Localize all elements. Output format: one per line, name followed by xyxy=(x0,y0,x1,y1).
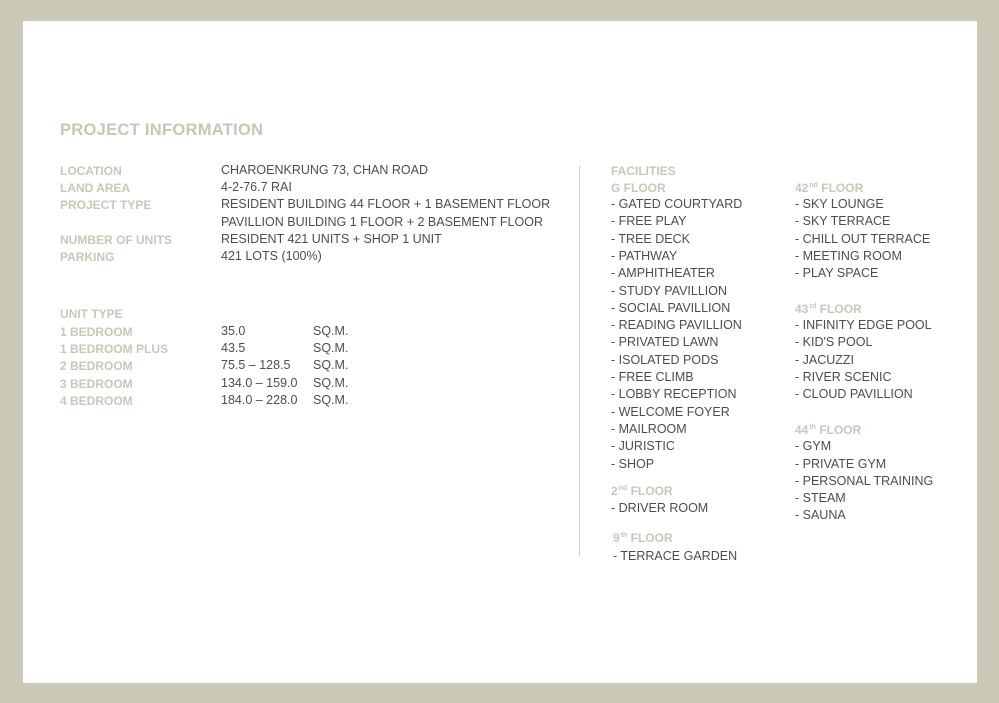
floor-word: FLOOR xyxy=(630,531,673,545)
floor-number: 9 xyxy=(613,531,620,545)
units-value: RESIDENT 421 UNITS + SHOP 1 UNIT xyxy=(221,232,442,246)
facility-item: - INFINITY EDGE POOL xyxy=(795,318,932,332)
floor-ordinal: th xyxy=(620,532,628,539)
facilities-header: FACILITIES xyxy=(611,164,676,178)
column-divider xyxy=(579,166,580,556)
units-label: NUMBER OF UNITS xyxy=(60,233,172,247)
floor-ordinal: nd xyxy=(809,182,818,189)
parking-value: 421 LOTS (100%) xyxy=(221,249,322,263)
facility-item: - TERRACE GARDEN xyxy=(613,549,738,563)
facility-item: - TREE DECK xyxy=(611,232,690,246)
g-floor-header: G FLOOR xyxy=(611,181,666,195)
floor-ordinal: nd xyxy=(618,485,628,492)
facility-item: - CLOUD PAVILLION xyxy=(795,387,913,401)
facility-item: - PLAY SPACE xyxy=(795,266,879,280)
facility-item: - MEETING ROOM xyxy=(795,249,902,263)
location-value: CHAROENKRUNG 73, CHAN ROAD xyxy=(221,163,428,177)
floor-42-header xyxy=(795,181,863,195)
facility-item: - JURISTIC xyxy=(611,439,675,453)
unit-row-size: 184.0 – 228.0 xyxy=(221,393,298,407)
unit-row-name: 4 BEDROOM xyxy=(60,394,133,408)
facility-item: - ISOLATED PODS xyxy=(611,353,719,367)
floor-word: FLOOR xyxy=(819,302,862,316)
facility-item: - SAUNA xyxy=(795,508,846,522)
unit-row-unit: SQ.M. xyxy=(313,341,349,355)
floor-ordinal: th xyxy=(809,424,816,431)
facility-item: - RIVER SCENIC xyxy=(795,370,892,384)
floor-number: 42 xyxy=(795,181,809,195)
facility-item: - PRIVATE GYM xyxy=(795,457,887,471)
floor-word: FLOOR xyxy=(630,484,673,498)
project-type-label: PROJECT TYPE xyxy=(60,198,152,212)
facility-item: - READING PAVILLION xyxy=(611,318,742,332)
floor-number: 2 xyxy=(611,484,618,498)
land-area-label: LAND AREA xyxy=(60,181,131,195)
unit-row-name: 1 BEDROOM PLUS xyxy=(60,342,169,356)
location-label: LOCATION xyxy=(60,164,122,178)
unit-row-name: 3 BEDROOM xyxy=(60,377,133,391)
floor-9-header xyxy=(613,531,673,545)
unit-row-size: 134.0 – 159.0 xyxy=(221,376,298,390)
facility-item: - SOCIAL PAVILLION xyxy=(611,301,731,315)
facility-item: - FREE CLIMB xyxy=(611,370,694,384)
unit-row-size: 43.5 xyxy=(221,341,246,355)
facility-item: - AMPHITHEATER xyxy=(611,266,715,280)
facility-item: - WELCOME FOYER xyxy=(611,405,730,419)
floor-43-header xyxy=(795,302,862,316)
floor-44-header xyxy=(795,423,861,437)
facility-item: - GYM xyxy=(795,439,832,453)
unit-row-size: 35.0 xyxy=(221,324,246,338)
facility-item: - PERSONAL TRAINING xyxy=(795,474,934,488)
facility-item: - PATHWAY xyxy=(611,249,678,263)
land-area-value: 4-2-76.7 RAI xyxy=(221,180,292,194)
floor-word: FLOOR xyxy=(819,423,862,437)
facility-item: - SKY LOUNGE xyxy=(795,197,884,211)
unit-row-size: 75.5 – 128.5 xyxy=(221,358,291,372)
unit-row-unit: SQ.M. xyxy=(313,324,349,338)
project-type-value-2: PAVILLION BUILDING 1 FLOOR + 2 BASEMENT FLOOR xyxy=(221,215,543,229)
floor-number: 43 xyxy=(795,302,809,316)
facility-item: - MAILROOM xyxy=(611,422,687,436)
unit-row-unit: SQ.M. xyxy=(313,393,349,407)
unit-row-unit: SQ.M. xyxy=(313,358,349,372)
parking-label: PARKING xyxy=(60,250,115,264)
page-title: PROJECT INFORMATION xyxy=(60,121,264,139)
floor-ordinal: rd xyxy=(809,303,817,310)
facility-item: - STEAM xyxy=(795,491,846,505)
unit-type-header: UNIT TYPE xyxy=(60,307,123,321)
unit-row-unit: SQ.M. xyxy=(313,376,349,390)
floor-2-header xyxy=(611,484,673,498)
facility-item: - JACUZZI xyxy=(795,353,855,367)
facility-item: - SKY TERRACE xyxy=(795,214,891,228)
facility-item: - PRIVATED LAWN xyxy=(611,335,719,349)
facility-item: - LOBBY RECEPTION xyxy=(611,387,737,401)
unit-row-name: 1 BEDROOM xyxy=(60,325,133,339)
project-type-value-1: RESIDENT BUILDING 44 FLOOR + 1 BASEMENT FLOOR xyxy=(221,197,551,211)
facility-item: - DRIVER ROOM xyxy=(611,501,709,515)
facility-item: - KID'S POOL xyxy=(795,335,873,349)
floor-word: FLOOR xyxy=(821,181,864,195)
facility-item: - STUDY PAVILLION xyxy=(611,284,728,298)
facility-item: - GATED COURTYARD xyxy=(611,197,743,211)
unit-row-name: 2 BEDROOM xyxy=(60,359,133,373)
floor-number: 44 xyxy=(795,423,809,437)
facility-item: - SHOP xyxy=(611,457,655,471)
facility-item: - FREE PLAY xyxy=(611,214,687,228)
facility-item: - CHILL OUT TERRACE xyxy=(795,232,931,246)
